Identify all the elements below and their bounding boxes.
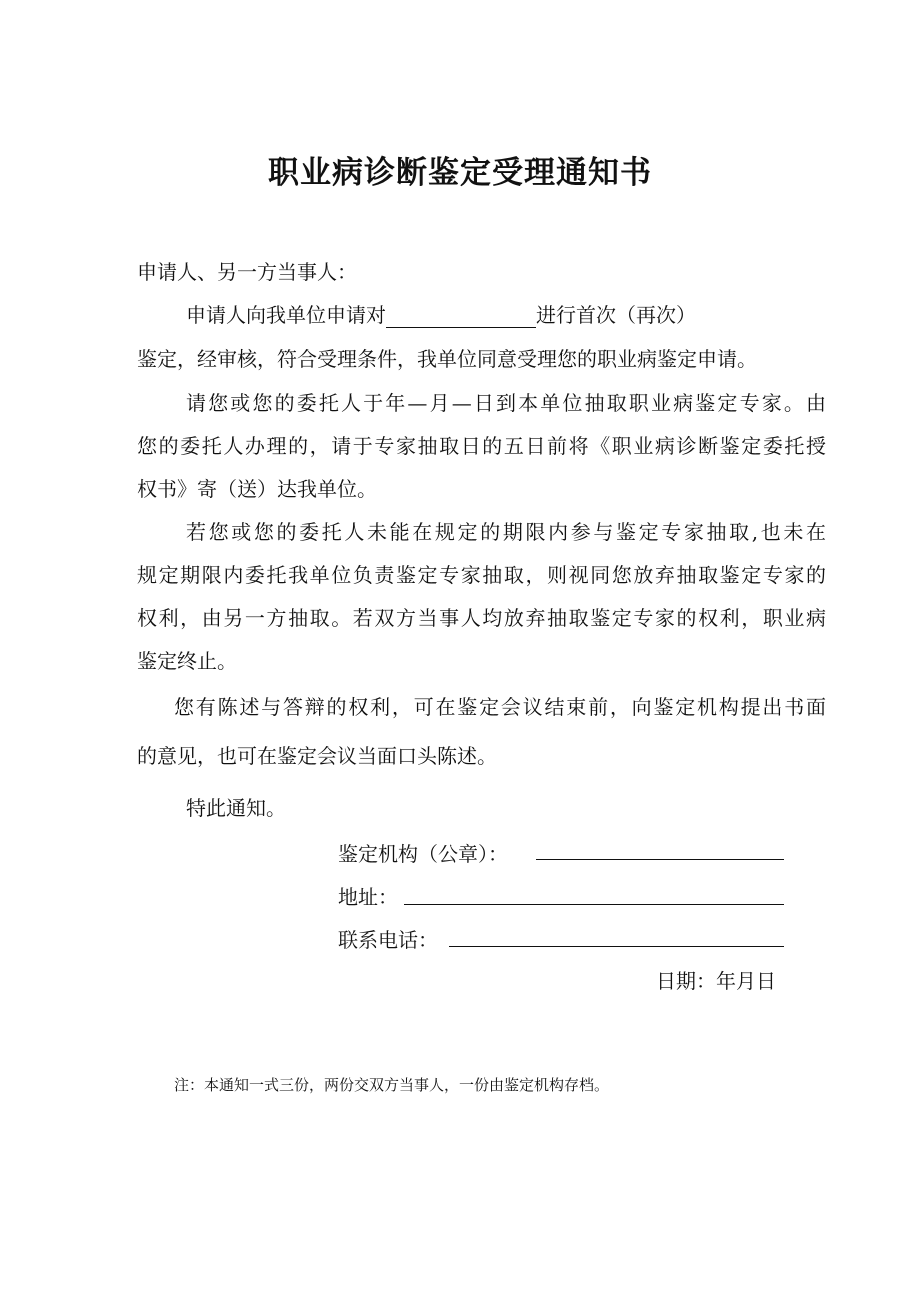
- para2-line1: 请您或您的委托人于年—月—日到本单位抽取职业病鉴定专家。由: [186, 391, 826, 415]
- para1-after-blank: 进行首次（再次）: [536, 303, 696, 327]
- footnote: 注：本通知一式三份，两份交双方当事人，一份由鉴定机构存档。: [174, 1076, 610, 1094]
- salutation: 申请人、另一方当事人：: [137, 260, 357, 284]
- para1-before-blank: 申请人向我单位申请对: [186, 303, 386, 327]
- org-seal-label: 鉴定机构（公章）：: [338, 842, 508, 866]
- para1-line1: [186, 302, 696, 328]
- org-seal-blank: [536, 859, 784, 860]
- phone-label: 联系电话：: [338, 928, 438, 952]
- para3-line3: 权利，由另一方抽取。若双方当事人均放弃抽取鉴定专家的权利，职业病: [137, 606, 826, 630]
- date-line: 日期：年月日: [656, 969, 776, 993]
- document-title: 职业病诊断鉴定受理通知书: [268, 155, 652, 191]
- para4-line1: 您有陈述与答辩的权利，可在鉴定会议结束前，向鉴定机构提出书面: [174, 695, 826, 719]
- para2-line3: 权书》寄（送）达我单位。: [137, 477, 377, 501]
- para3-line2: 规定期限内委托我单位负责鉴定专家抽取，则视同您放弃抽取鉴定专家的: [137, 563, 826, 587]
- para1-line2: 鉴定，经审核，符合受理条件，我单位同意受理您的职业病鉴定申请。: [137, 347, 757, 371]
- closing-text: 特此通知。: [186, 796, 286, 820]
- address-blank: [404, 904, 784, 905]
- para3-line1: 若您或您的委托人未能在规定的期限内参与鉴定专家抽取,也未在: [186, 520, 826, 544]
- phone-blank: [449, 946, 784, 947]
- para3-line4: 鉴定终止。: [137, 649, 237, 673]
- disease-blank-field: [386, 305, 536, 328]
- para2-line2: 您的委托人办理的，请于专家抽取日的五日前将《职业病诊断鉴定委托授: [137, 434, 826, 458]
- address-label: 地址：: [338, 885, 398, 909]
- para4-line2: 的意见，也可在鉴定会议当面口头陈述。: [137, 744, 497, 768]
